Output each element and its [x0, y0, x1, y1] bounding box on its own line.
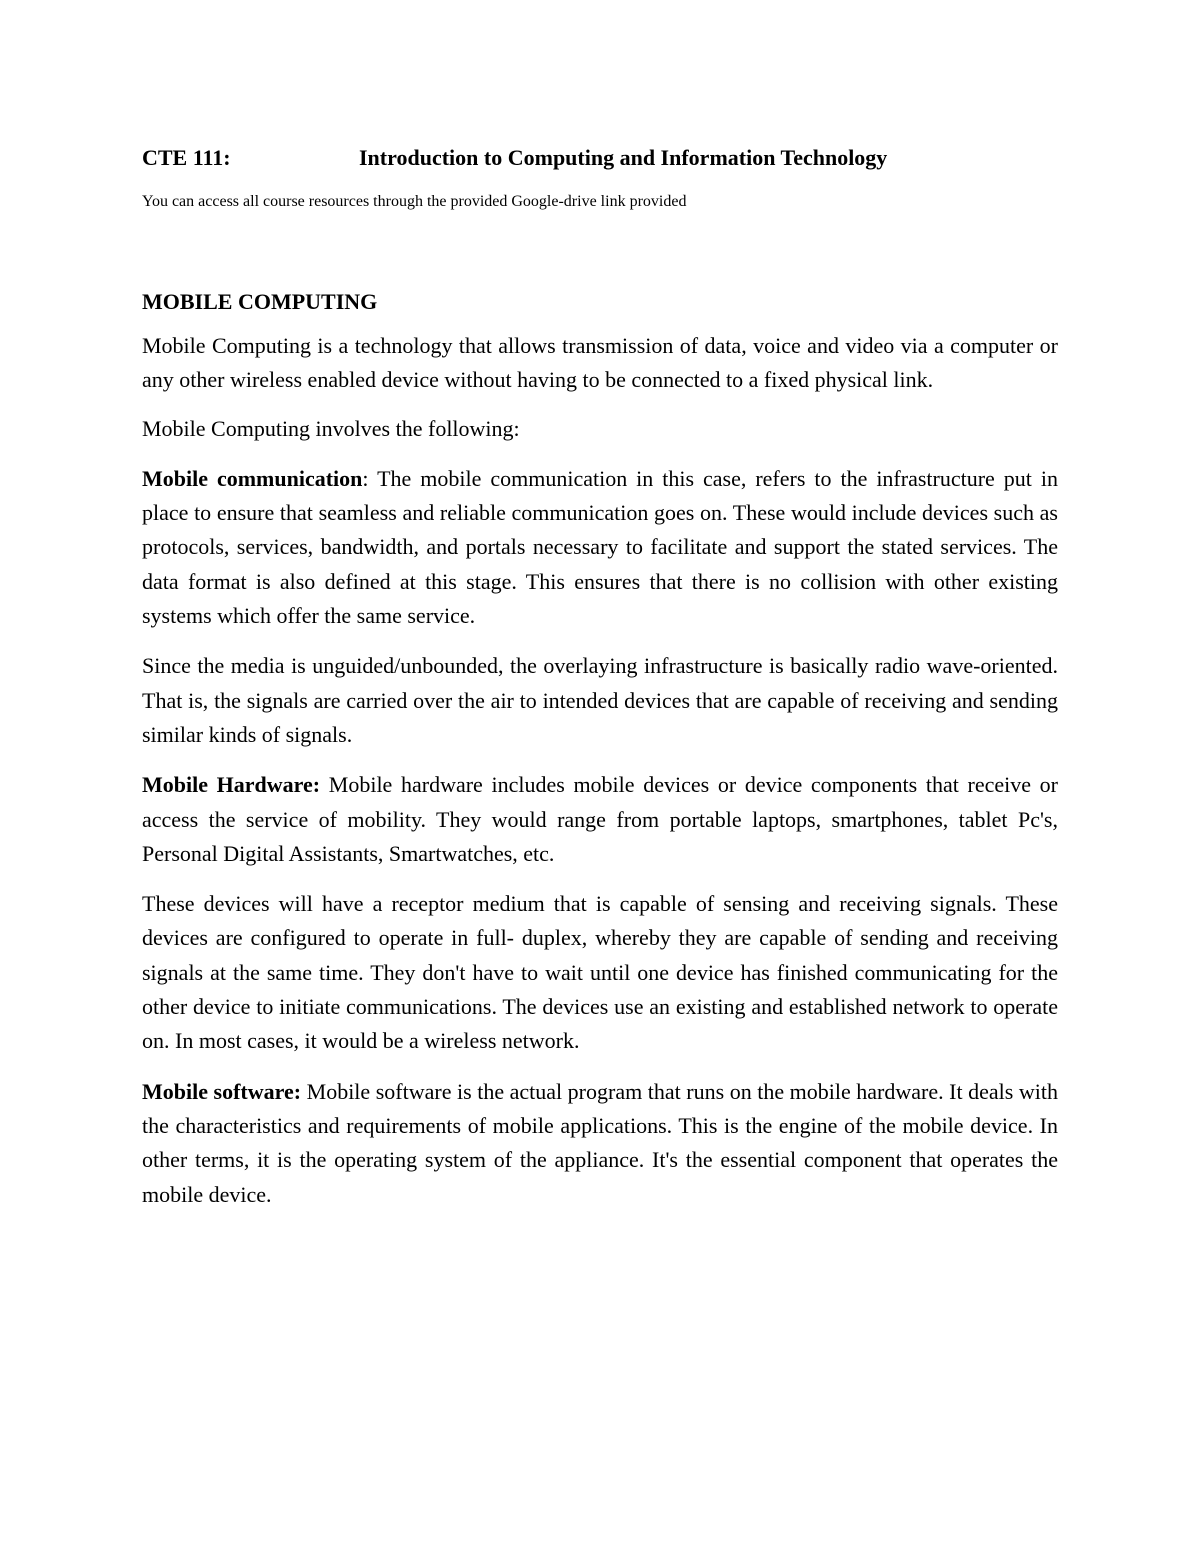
- communication-paragraph: [142, 462, 1058, 633]
- communication-text: : The mobile communication in this case, refers to the infrastructure put in place to ensure that seamless and reliable communication goes on. These would include devices such as protocols, services, bandwidth, and portals necessary to facilitate and support the stated services. The data format is also defined at this stage. This ensures that there is no collision with other existing systems which offer the same service.: [142, 465, 1058, 629]
- hardware-text: Mobile hardware includes mobile devices or device components that receive or access the service of mobility. They would range from portable laptops, smartphones, tablet Pc's, Personal Digital Assistants, Smartwatches, etc.: [142, 772, 1058, 866]
- document-content: [142, 143, 1058, 1212]
- devices-paragraph: These devices will have a receptor medium that is capable of sensing and receiving signals. These devices are configured to operate in full- duplex, whereby they are capable of sending and receiving signals at the same time. They don't have to wait until one device has finished communicating for the other device to initiate communications. The devices use an existing and established network to operate on. In most cases, it would be a wireless network.: [142, 891, 1058, 1054]
- software-text: Mobile software is the actual program that runs on the mobile hardware. It deals with the characteristics and requirements of mobile applications. This is the engine of the mobile device. In other terms, it is the operating system of the appliance. It's the essential component that operates the mobile device.: [142, 1078, 1058, 1207]
- resource-note: You can access all course resources through the provided Google-drive link provided: [142, 193, 687, 210]
- course-code: CTE 111:: [142, 145, 231, 170]
- course-header: [142, 143, 1058, 173]
- course-title: Introduction to Computing and Information Technology: [359, 145, 888, 170]
- involves-paragraph: Mobile Computing involves the following:: [142, 415, 520, 441]
- media-paragraph: Since the media is unguided/unbounded, the overlaying infrastructure is basically radio wave-oriented. That is, the signals are carried over the air to intended devices that are capable of receiving and sending similar kinds of signals.: [142, 653, 1058, 747]
- hardware-paragraph: [142, 768, 1058, 871]
- hardware-term: Mobile Hardware:: [142, 772, 321, 798]
- definition-paragraph: Mobile Computing is a technology that allows transmission of data, voice and video via a computer or any other wireless enabled device without having to be connected to a fixed physical link.: [142, 333, 1058, 393]
- communication-term: Mobile communication: [142, 465, 363, 491]
- software-paragraph: [142, 1075, 1058, 1212]
- software-term: Mobile software:: [142, 1078, 302, 1104]
- section-heading: MOBILE COMPUTING: [142, 289, 378, 314]
